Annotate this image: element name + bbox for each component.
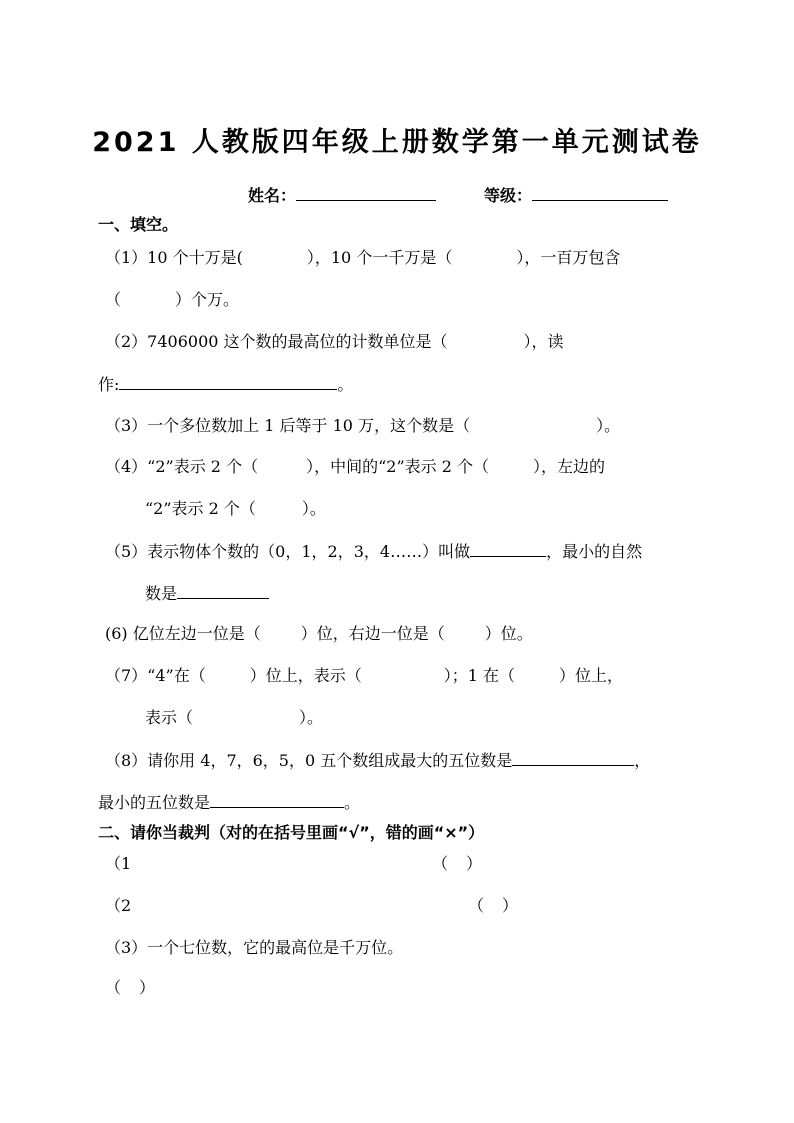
q4-text-a: （4）“2”表示 2 个（ xyxy=(105,457,259,476)
judge-2-open: （ xyxy=(468,896,485,915)
name-label: 姓名： xyxy=(248,186,297,205)
question-2-line-1 xyxy=(105,331,564,353)
question-1-line-2 xyxy=(105,289,239,311)
q7-text-e: 表示（ xyxy=(145,708,194,727)
question-5-line-2 xyxy=(145,582,269,605)
judge-1-close: ） xyxy=(466,854,483,873)
q7-text-a: （7）“4”在（ xyxy=(105,666,206,685)
question-8-line-2 xyxy=(98,791,360,814)
question-2-line-2 xyxy=(98,373,353,396)
section-2-heading: 二、请你当裁判（对的在括号里画“√”，错的画“×”） xyxy=(98,823,485,842)
q3-text-b: ）。 xyxy=(596,416,621,435)
name-field[interactable] xyxy=(296,184,436,201)
question-4-line-2 xyxy=(145,498,326,520)
q5-text-b: ，最小的自然 xyxy=(546,542,643,561)
question-1-line-1 xyxy=(105,247,620,269)
q4-text-d: “2”表示 2 个（ xyxy=(145,499,256,518)
q8-text-c: 最小的五位数是 xyxy=(98,793,211,812)
q2-text-b: ），读 xyxy=(523,332,564,351)
q1-text-b: ），10 个一千万是（ xyxy=(306,248,453,267)
section-1-heading: 一、填空。 xyxy=(98,215,179,234)
q2-text-a: （2）7406000 这个数的最高位的计数单位是（ xyxy=(105,332,448,351)
q7-text-c: ）；1 在（ xyxy=(443,666,516,685)
q1-text-c: ），一百万包含 xyxy=(516,248,621,267)
judge-3-text: （3）一个七位数，它的最高位是千万位。 xyxy=(105,938,404,957)
question-8-line-1 xyxy=(105,749,650,772)
question-5-line-1 xyxy=(105,540,642,563)
q8-text-b: ， xyxy=(634,751,651,770)
judge-3-close: ） xyxy=(139,978,156,997)
q2-reading-field[interactable] xyxy=(119,373,337,390)
question-7-line-1 xyxy=(105,665,623,687)
judge-1-bracket[interactable] xyxy=(432,853,482,875)
judge-3-bracket[interactable] xyxy=(105,977,155,999)
name-grade-line xyxy=(248,184,668,207)
question-7-line-2 xyxy=(145,707,323,729)
q8-blank-2[interactable] xyxy=(210,791,344,808)
q2-text-d: 。 xyxy=(337,375,354,394)
judge-2-bracket[interactable] xyxy=(468,895,518,917)
q7-text-f: ）。 xyxy=(299,708,324,727)
q8-text-a: （8）请你用 4，7，6，5，0 五个数组成最大的五位数是 xyxy=(105,751,513,770)
judge-1-open: （ xyxy=(432,854,449,873)
q7-text-b: ）位上，表示（ xyxy=(249,666,362,685)
q1-text-a: （1）10 个十万是( xyxy=(105,248,243,267)
question-3 xyxy=(105,415,620,437)
q5-blank-2[interactable] xyxy=(177,582,269,599)
judge-3-open: （ xyxy=(105,978,122,997)
q5-text-c: 数是 xyxy=(145,584,178,603)
q6-text-b: ）位，右边一位是（ xyxy=(300,624,445,643)
judge-2-label: （2 xyxy=(105,896,132,915)
question-4-line-1 xyxy=(105,456,605,478)
grade-field[interactable] xyxy=(532,184,668,201)
q5-blank-1[interactable] xyxy=(470,540,546,557)
question-6 xyxy=(105,623,533,645)
q6-text-a: (6) 亿位左边一位是（ xyxy=(105,624,261,643)
q8-text-d: 。 xyxy=(344,793,361,812)
q2-text-c: 作: xyxy=(98,375,120,394)
q1-text-d: （ xyxy=(105,290,122,309)
q5-text-a: （5）表示物体个数的（0，1，2，3，4……）叫做 xyxy=(105,542,471,561)
q1-text-e: ）个万。 xyxy=(175,290,240,309)
q6-text-c: ）位。 xyxy=(484,624,533,643)
q4-text-e: ）。 xyxy=(301,499,326,518)
q4-text-b: ），中间的“2”表示 2 个（ xyxy=(306,457,489,476)
q3-text-a: （3）一个多位数加上 1 后等于 10 万，这个数是（ xyxy=(105,416,471,435)
q4-text-c: ），左边的 xyxy=(532,457,605,476)
grade-label: 等级： xyxy=(484,186,533,205)
page-title: 2021 人教版四年级上册数学第一单元测试卷 xyxy=(92,127,702,158)
judge-2-close: ） xyxy=(502,896,519,915)
judge-1-label: （1 xyxy=(105,854,132,873)
q8-blank-1[interactable] xyxy=(512,749,634,766)
q7-text-d: ）位上， xyxy=(559,666,624,685)
